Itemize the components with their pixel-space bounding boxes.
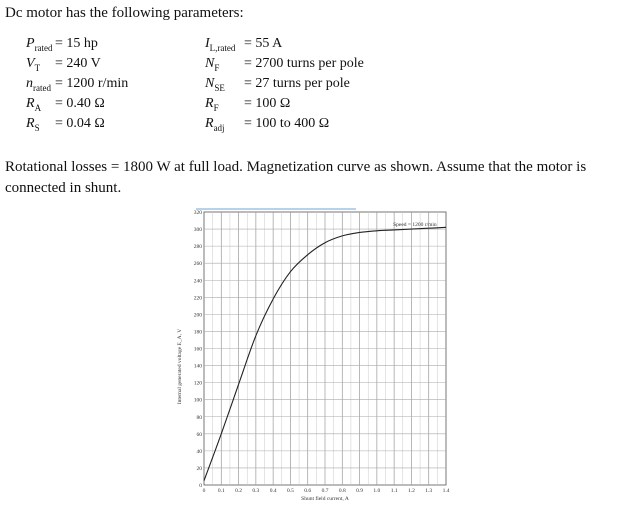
x-tick-label: 1.4 xyxy=(442,488,450,494)
param-left-symbol-2: $n_{rated}$ xyxy=(26,76,51,93)
y-tick-label: 200 xyxy=(193,312,202,319)
param-right-symbol-4: $R_{adj}$ xyxy=(205,116,225,133)
y-tick-label: 180 xyxy=(193,329,202,336)
y-tick-label: 100 xyxy=(193,397,202,404)
param-right-symbol-3: $R_F$ xyxy=(205,96,219,113)
param-left-symbol-0: $P_{rated}$ xyxy=(26,36,53,53)
x-tick-label: 1.1 xyxy=(390,488,398,494)
x-tick-label: 0.9 xyxy=(356,488,364,494)
y-axis-label: Internal generated voltage E_A, V xyxy=(177,328,183,405)
y-tick-label: 280 xyxy=(193,244,202,251)
y-tick-label: 40 xyxy=(196,448,202,455)
param-left-symbol-3: $R_A$ xyxy=(26,96,42,113)
y-tick-label: 20 xyxy=(196,465,202,472)
problem-paragraph: Rotational losses = 1800 W at full load. Magnetization curve as shown. Assume that the motor is connected in shunt. xyxy=(5,159,587,196)
param-left-symbol-1: $V_T$ xyxy=(26,56,41,73)
y-tick-label: 160 xyxy=(193,346,202,353)
y-tick-label: 300 xyxy=(193,227,202,234)
y-tick-label: 0 xyxy=(199,483,202,489)
param-left-value-4: = 0.04 Ω xyxy=(55,116,105,131)
param-left-value-1: = 240 V xyxy=(55,56,101,71)
param-right-value-1: = 2700 turns per pole xyxy=(244,56,364,71)
problem-heading: Dc motor has the following parameters: xyxy=(5,5,244,21)
x-tick-label: 1.3 xyxy=(425,488,433,494)
x-tick-label: 0.4 xyxy=(269,488,277,494)
y-tick-label: 220 xyxy=(193,295,202,302)
x-tick-label: 0.3 xyxy=(252,488,260,494)
param-right-symbol-2: $N_{SE}$ xyxy=(205,76,225,93)
param-right-symbol-1: $N_F$ xyxy=(205,56,220,73)
x-axis-label: Shunt field current, A xyxy=(301,496,349,502)
x-tick-label: 0.6 xyxy=(304,488,312,494)
x-tick-label: 0.5 xyxy=(286,488,294,494)
param-right-value-4: = 100 to 400 Ω xyxy=(244,116,330,131)
x-tick-label: 0.2 xyxy=(235,488,243,494)
param-left-symbol-4: $R_S$ xyxy=(26,116,40,133)
y-tick-label: 260 xyxy=(193,261,202,268)
param-left-value-3: = 0.40 Ω xyxy=(55,96,105,111)
x-tick-label: 1.0 xyxy=(373,488,381,494)
param-right-symbol-0: $I_{L,rated}$ xyxy=(205,36,236,53)
speed-annotation: Speed = 1200 r/min xyxy=(393,222,437,229)
y-tick-label: 80 xyxy=(196,414,202,421)
x-tick-label: 0.7 xyxy=(321,488,329,494)
x-tick-label: 0 xyxy=(202,488,206,494)
y-tick-label: 60 xyxy=(196,431,202,438)
y-tick-label: 120 xyxy=(193,380,202,387)
param-right-value-0: = 55 A xyxy=(244,36,283,51)
y-tick-label: 240 xyxy=(193,278,202,285)
x-tick-label: 0.1 xyxy=(217,488,225,494)
param-right-value-2: = 27 turns per pole xyxy=(244,76,350,91)
param-left-value-2: = 1200 r/min xyxy=(55,76,129,91)
x-tick-label: 1.2 xyxy=(407,488,415,494)
param-right-value-3: = 100 Ω xyxy=(244,96,291,111)
x-tick-label: 0.8 xyxy=(338,488,346,494)
param-left-value-0: = 15 hp xyxy=(55,36,98,51)
y-tick-label: 140 xyxy=(193,363,202,370)
y-tick-label: 320 xyxy=(193,210,202,216)
